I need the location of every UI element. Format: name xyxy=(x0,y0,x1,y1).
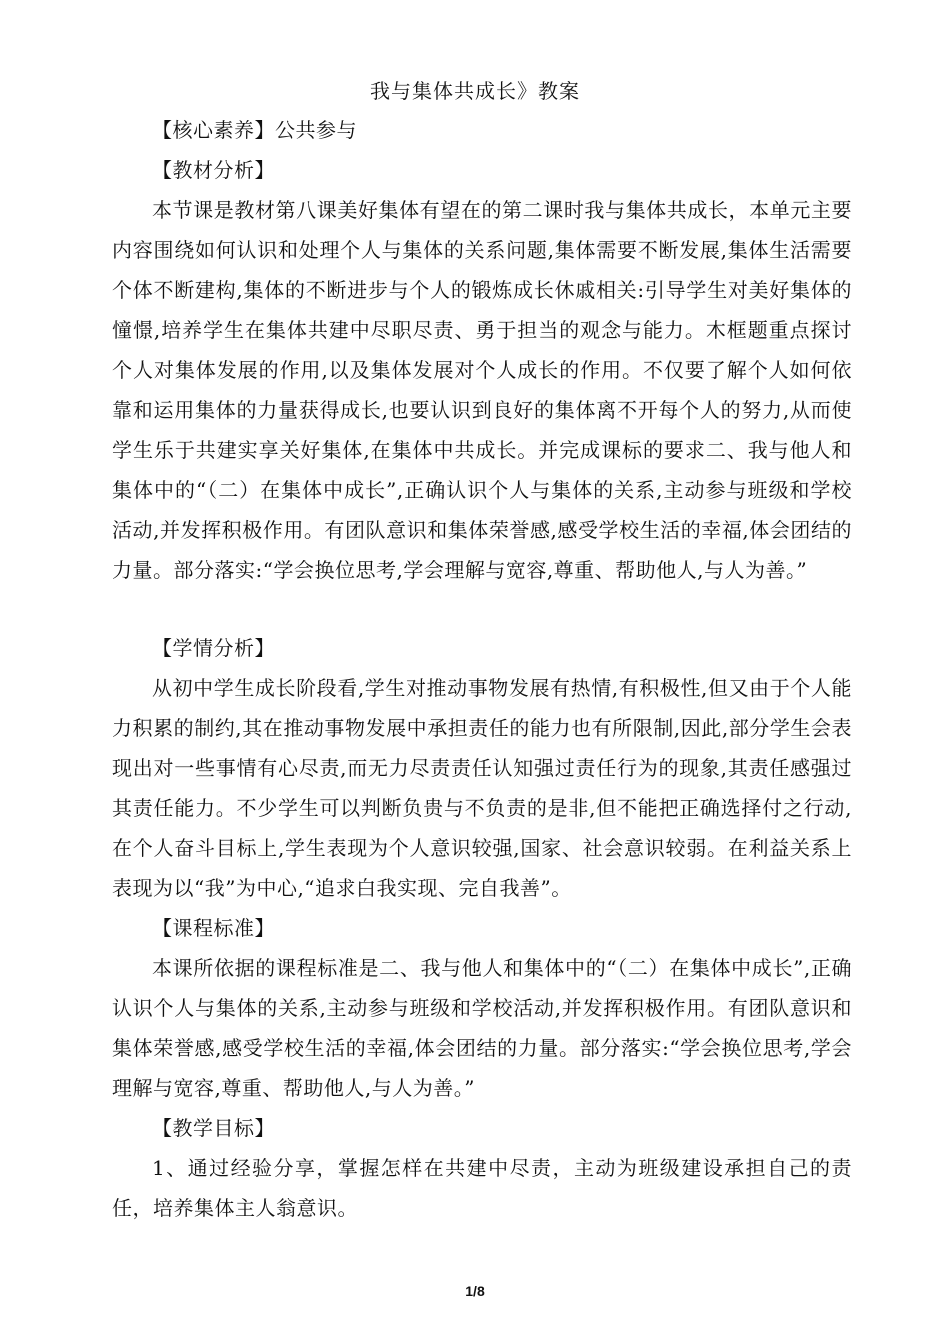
learning-analysis-heading: 【学情分析】 xyxy=(152,636,275,660)
curriculum-standard-paragraph: 本课所依据的课程标准是二、我与他人和集体中的“（二）在集体中成长”,正确认识个人与集体的关系,主动参与班级和学校活动,并发挥积极作用。有团队意识和集体荣誉感,感受学校生活的幸福,体会团结的力量。部分落实:“学会换位思考,学会理解与宽容,尊重、帮助他人,与人为善。” xyxy=(112,956,852,1100)
textbook-analysis-heading: 【教材分析】 xyxy=(152,158,275,182)
teaching-goals-heading: 【教学目标】 xyxy=(152,1116,275,1140)
learning-analysis-paragraph: 从初中学生成长阶段看,学生对推动事物发展有热情,有积极性,但又由于个人能力积累的制约,其在推动事物发展中承担责任的能力也有所限制,因此,部分学生会表现出对一些事情有心尽责,而无力尽责责任认知强过责任行为的现象,其责任感强过其责任能力。不少学生可以判断负贵与不负责的是非,但不能把正确选择付之行动,在个人奋斗目标上,学生表现为个人意识较强,国家、社会意识较弱。在利益关系上表现为以“我”为中心,“追求白我实现、完自我善”。 xyxy=(112,676,852,900)
document-title: 我与集体共成长》教案 xyxy=(370,79,580,103)
teaching-goal-item-1: 1、通过经验分享，掌握怎样在共建中尽责，主动为班级建设承担自己的责任，培养集体主人翁意识。 xyxy=(112,1156,852,1220)
curriculum-standard-heading: 【课程标准】 xyxy=(152,916,275,940)
page-number: 1/8 xyxy=(465,1283,485,1299)
core-literacy-line: 【核心素养】公共参与 xyxy=(152,118,357,142)
textbook-analysis-paragraph: 本节课是教材第八课美好集体有望在的第二课时我与集体共成长，本单元主要内容围绕如何认识和处理个人与集体的关系问题,集体需要不断发展,集体生活需要个体不断建构,集体的不断进步与个人的锻炼成长休戚相关:引导学生对美好集体的憧憬,培养学生在集体共建中尽职尽责、勇于担当的观念与能力。木框题重点探讨个人对集体发展的作用,以及集体发展对个人成长的作用。不仅要了解个人如何依靠和运用集体的力量获得成长,也要认识到良好的集体离不开每个人的努力,从而使学生乐于共建实享关好集体,在集体中共成长。并完成课标的要求二、我与他人和集体中的“（二）在集体中成长”,正确认识个人与集体的关系,主动参与班级和学校活动,并发挥积极作用。有团队意识和集体荣誉感,感受学校生活的幸福,体会团结的力量。部分落实:“学会换位思考,学会理解与宽容,尊重、帮助他人,与人为善。” xyxy=(112,198,852,582)
